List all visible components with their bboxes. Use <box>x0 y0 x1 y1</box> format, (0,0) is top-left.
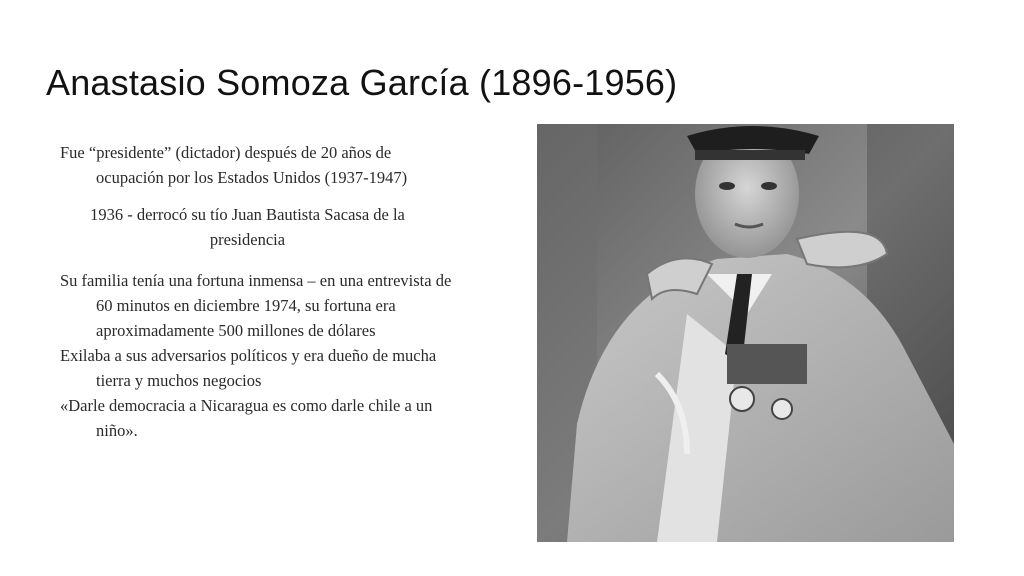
paragraph-fortune: Su familia tenía una fortuna inmensa – en una entrevista de 60 minutos en diciembre 1974, su fortuna era aproximadamente 500 millones de dólares <box>60 271 452 340</box>
slide-title: Anastasio Somoza García (1896-1956) <box>46 62 678 103</box>
paragraph-exile: Exilaba a sus adversarios políticos y era dueño de mucha tierra y muchos negocios <box>60 346 437 390</box>
paragraph-1936: 1936 - derrocó su tío Juan Bautista Sacasa de la presidencia <box>90 205 405 249</box>
paragraph-quote: «Darle democracia a Nicaragua es como darle chile a un niño». <box>60 396 433 440</box>
portrait-image <box>537 124 954 542</box>
slide-body <box>60 140 455 443</box>
portrait-photo <box>537 124 954 542</box>
paragraph-presidency: Fue “presidente” (dictador) después de 20 años de ocupación por los Estados Unidos (1937-1947) <box>60 143 408 187</box>
